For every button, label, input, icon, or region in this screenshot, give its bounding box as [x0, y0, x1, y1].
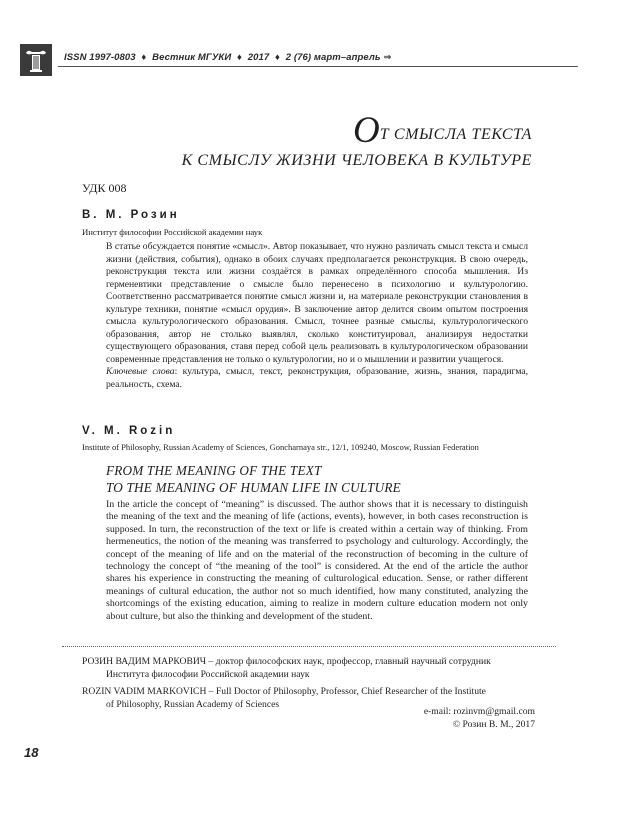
author-name-ru: В. М. Розин	[82, 209, 180, 221]
copyright: © Розин В. М., 2017	[452, 719, 535, 730]
header-rule	[58, 66, 578, 67]
author-name-en: V. M. Rozin	[82, 425, 176, 437]
running-header	[64, 52, 391, 63]
article-title-en-line-2: TO THE MEANING OF HUMAN LIFE IN CULTURE	[106, 480, 401, 495]
article-title-en-line-1: FROM THE MEANING OF THE TEXT	[106, 463, 322, 478]
bullet-separator: ♦	[275, 52, 280, 63]
bullet-separator: ♦	[237, 52, 242, 63]
page-number: 18	[24, 745, 39, 760]
author-affiliation-ru: Институт философии Российской академии наук	[82, 227, 263, 237]
journal-name: Вестник МГУКИ	[152, 52, 232, 63]
author-bio-ru	[82, 656, 542, 681]
bio-ru-line-1: РОЗИН ВАДИМ МАРКОВИЧ – доктор философских наук, профессор, главный научный сотрудник	[82, 656, 491, 667]
bullet-separator: ♦	[141, 52, 147, 63]
bio-ru-line-2: Института философии Российской академии наук	[106, 668, 310, 680]
arrow-icon: ⇒	[383, 52, 392, 63]
journal-column-logo-icon	[20, 44, 52, 76]
author-email[interactable]: e-mail: rozinvm@gmail.com	[423, 706, 535, 717]
abstract-ru	[106, 241, 528, 391]
article-title-line-1	[353, 112, 532, 149]
issn: ISSN 1997-0803	[64, 52, 136, 63]
abstract-en: In the article the concept of “meaning” is discussed. The author shows that it is necessary to distinguish the meaning of the text and the meaning of life (actions, events), however, in both cases reconstruction is supposed. In turn, the reconstruction of the text or life is created within a certain way of thinking. From hermeneutics, the notion of the meaning was transferred to psychology and culturology. Accordingly, the concept of the meaning of life and on the material of the reconstruction of becoming in the culture of technology the concept of “the meaning of the tool” is considered. At the end of the article the author shares his experience in constructing the meaning of culturological education. Sense, or rather different meanings of cultural education, the author not so much identified, how many constituted, analyzing the shortcomings of the existing education, aiming to realize in modern culture education modern not only about culture, but also the thinking and development of the student.	[106, 499, 528, 622]
keywords-label-ru: Ключевые слова	[106, 366, 175, 377]
title-line-1-text: Т СМЫСЛА ТЕКСТА	[379, 126, 532, 143]
bio-en-line-2: of Philosophy, Russian Academy of Sciences	[106, 698, 280, 710]
journal-issue: 2 (76) март–апрель	[285, 52, 381, 63]
bio-en-line-1: ROZIN VADIM MARKOVICH – Full Doctor of Philosophy, Professor, Chief Researcher of the Institute	[82, 686, 486, 697]
keywords-ru: : культура, смысл, текст, реконструкция, образование, жизнь, знания, парадигма, реальность, схема.	[106, 366, 528, 390]
journal-year: 2017	[247, 52, 270, 63]
udk-code: УДК 008	[82, 181, 127, 195]
article-title-line-2: К СМЫСЛУ ЖИЗНИ ЧЕЛОВЕКА В КУЛЬТУРЕ	[181, 152, 532, 169]
title-drop-cap: О	[353, 110, 380, 151]
abstract-ru-text: В статье обсуждается понятие «смысл». Автор показывает, что нужно различать смысл текста и смысл жизни (действия, события), однако в обоих случаях предполагается реконструкция. В свою очередь, реконструкция текста или жизни создаётся в рамках определённого способа мышления. Из герменевтики представление о смысле было перенесено в психологию и культурологию. Соответственно рассматривается понятие смысл жизни и, на материале реконструкции становления в культуре техники, понятие «смысл орудия». В заключение автор делится своим опытом построения смысла культурологического образования. Смысл, точнее разные смыслы, культурологического образования, автор не столько выявлял, сколько конституировал, анализируя недостатки существующего образования, ставя перед собой цель реализовать в культурологическом образовании современные представления не только о культурологии, но и о мышлении и развитии учащегося.	[106, 241, 528, 365]
dotted-divider	[62, 646, 556, 647]
author-affiliation-en: Institute of Philosophy, Russian Academy of Sciences, Goncharnaya str., 12/1, 109240, Moscow, Russian Federation	[82, 442, 479, 452]
